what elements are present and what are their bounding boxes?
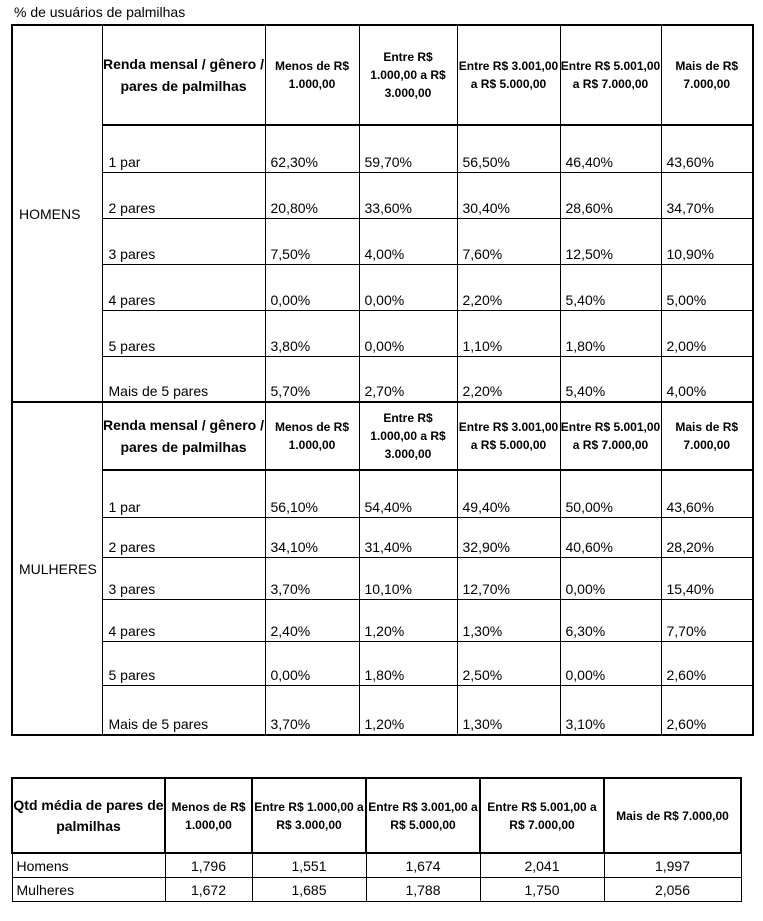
table-cell: 2,20% (457, 356, 560, 402)
table-cell: 5,40% (560, 356, 661, 402)
table-cell: 59,70% (359, 125, 457, 172)
table-cell: 1,80% (560, 310, 661, 356)
row-label: 2 pares (102, 172, 265, 218)
table-cell: 2,20% (457, 264, 560, 310)
row-label: Homens (12, 853, 165, 878)
table-cell: 12,70% (457, 557, 560, 599)
table-cell: 2,056 (604, 878, 741, 902)
table-cell: 20,80% (265, 172, 359, 218)
row-label: 5 pares (102, 310, 265, 356)
row-label: Mulheres (12, 878, 165, 902)
header-cell: Mais de R$ 7.000,00 (604, 778, 741, 853)
table-cell: 1,997 (604, 853, 741, 878)
table-cell: 54,40% (359, 470, 457, 517)
row-label: 3 pares (102, 218, 265, 264)
header-cell: Menos de R$ 1.000,00 (265, 402, 359, 470)
table-cell: 6,30% (560, 599, 661, 641)
table-cell: 10,90% (661, 218, 753, 264)
table-cell: 1,20% (359, 599, 457, 641)
table-caption: % de usuários de palmilhas (14, 4, 186, 20)
table-cell: 0,00% (265, 264, 359, 310)
table-cell: 1,30% (457, 685, 560, 735)
table-cell: 0,00% (560, 557, 661, 599)
table-row (12, 557, 753, 599)
table-cell: 5,40% (560, 264, 661, 310)
table-cell: 10,10% (359, 557, 457, 599)
table-row (12, 878, 741, 902)
average-pairs-table (11, 777, 742, 902)
header-cell: Entre R$ 5.001,00 a R$ 7.000,00 (560, 402, 661, 470)
table-cell: 2,60% (661, 685, 753, 735)
header-cell: Entre R$ 1.000,00 a R$ 3.000,00 (252, 778, 366, 853)
header-cell: Entre R$ 3.001,00 a R$ 5.000,00 (457, 25, 560, 125)
table-cell: 2,00% (661, 310, 753, 356)
header-cell: Renda mensal / gênero / pares de palmilhas (102, 402, 265, 470)
table-cell: 1,674 (366, 853, 480, 878)
table-row (12, 310, 753, 356)
table-cell: 40,60% (560, 517, 661, 557)
row-label: 3 pares (102, 557, 265, 599)
group-label: MULHERES (12, 402, 102, 735)
header-cell: Entre R$ 1.000,00 a R$ 3.000,00 (359, 402, 457, 470)
table-cell: 1,551 (252, 853, 366, 878)
table-cell: 1,750 (480, 878, 604, 902)
table-cell: 1,672 (165, 878, 252, 902)
table-cell: 1,80% (359, 641, 457, 685)
table-cell: 5,00% (661, 264, 753, 310)
table-cell: 28,60% (560, 172, 661, 218)
table-cell: 4,00% (359, 218, 457, 264)
table-cell: 32,90% (457, 517, 560, 557)
table-cell: 4,00% (661, 356, 753, 402)
table-cell: 2,50% (457, 641, 560, 685)
table-cell: 1,685 (252, 878, 366, 902)
table-cell: 12,50% (560, 218, 661, 264)
percentage-table (11, 24, 754, 736)
row-label: 2 pares (102, 517, 265, 557)
table-cell: 43,60% (661, 125, 753, 172)
row-label: 5 pares (102, 641, 265, 685)
row-label: 4 pares (102, 599, 265, 641)
table-cell: 3,80% (265, 310, 359, 356)
header-row (12, 25, 753, 125)
header-cell: Qtd média de pares de palmilhas (12, 778, 165, 853)
table-cell: 3,70% (265, 685, 359, 735)
table-cell: 0,00% (359, 264, 457, 310)
table-cell: 33,60% (359, 172, 457, 218)
table-row (12, 356, 753, 402)
table-cell: 2,40% (265, 599, 359, 641)
table-cell: 31,40% (359, 517, 457, 557)
group-label: HOMENS (12, 25, 102, 402)
table-cell: 1,796 (165, 853, 252, 878)
header-cell: Entre R$ 1.000,00 a R$ 3.000,00 (359, 25, 457, 125)
table-cell: 7,50% (265, 218, 359, 264)
table-cell: 1,788 (366, 878, 480, 902)
header-cell: Entre R$ 5.001,00 a R$ 7.000,00 (480, 778, 604, 853)
table-cell: 34,70% (661, 172, 753, 218)
table-cell: 56,10% (265, 470, 359, 517)
table-cell: 62,30% (265, 125, 359, 172)
header-cell: Entre R$ 3.001,00 a R$ 5.000,00 (457, 402, 560, 470)
table-cell: 56,50% (457, 125, 560, 172)
header-row (12, 402, 753, 470)
table-cell: 1,20% (359, 685, 457, 735)
table-cell: 2,60% (661, 641, 753, 685)
row-label: 1 par (102, 125, 265, 172)
table-row (12, 172, 753, 218)
header-cell: Menos de R$ 1.000,00 (165, 778, 252, 853)
table-cell: 0,00% (560, 641, 661, 685)
row-label: 4 pares (102, 264, 265, 310)
table-cell: 3,70% (265, 557, 359, 599)
table-cell: 28,20% (661, 517, 753, 557)
table-row (12, 264, 753, 310)
header-cell: Mais de R$ 7.000,00 (661, 402, 753, 470)
table-row (12, 470, 753, 517)
table-cell: 30,40% (457, 172, 560, 218)
row-label: Mais de 5 pares (102, 685, 265, 735)
table-cell: 46,40% (560, 125, 661, 172)
table-row (12, 125, 753, 172)
header-cell: Entre R$ 3.001,00 a R$ 5.000,00 (366, 778, 480, 853)
table-cell: 1,30% (457, 599, 560, 641)
header-cell: Renda mensal / gênero / pares de palmilhas (102, 25, 265, 125)
table-cell: 5,70% (265, 356, 359, 402)
table-cell: 7,60% (457, 218, 560, 264)
table-cell: 2,041 (480, 853, 604, 878)
header-cell: Menos de R$ 1.000,00 (265, 25, 359, 125)
table-cell: 50,00% (560, 470, 661, 517)
table-row (12, 685, 753, 735)
header-row (12, 778, 741, 853)
table-cell: 7,70% (661, 599, 753, 641)
table-cell: 43,60% (661, 470, 753, 517)
table-row (12, 853, 741, 878)
header-cell: Entre R$ 5.001,00 a R$ 7.000,00 (560, 25, 661, 125)
table-cell: 0,00% (265, 641, 359, 685)
row-label: 1 par (102, 470, 265, 517)
table-cell: 34,10% (265, 517, 359, 557)
row-label: Mais de 5 pares (102, 356, 265, 402)
table-cell: 3,10% (560, 685, 661, 735)
table-cell: 15,40% (661, 557, 753, 599)
header-cell: Mais de R$ 7.000,00 (661, 25, 753, 125)
table-row (12, 641, 753, 685)
table-cell: 2,70% (359, 356, 457, 402)
table-row (12, 599, 753, 641)
table-row (12, 218, 753, 264)
table-cell: 0,00% (359, 310, 457, 356)
table-row (12, 517, 753, 557)
table-cell: 49,40% (457, 470, 560, 517)
table-cell: 1,10% (457, 310, 560, 356)
